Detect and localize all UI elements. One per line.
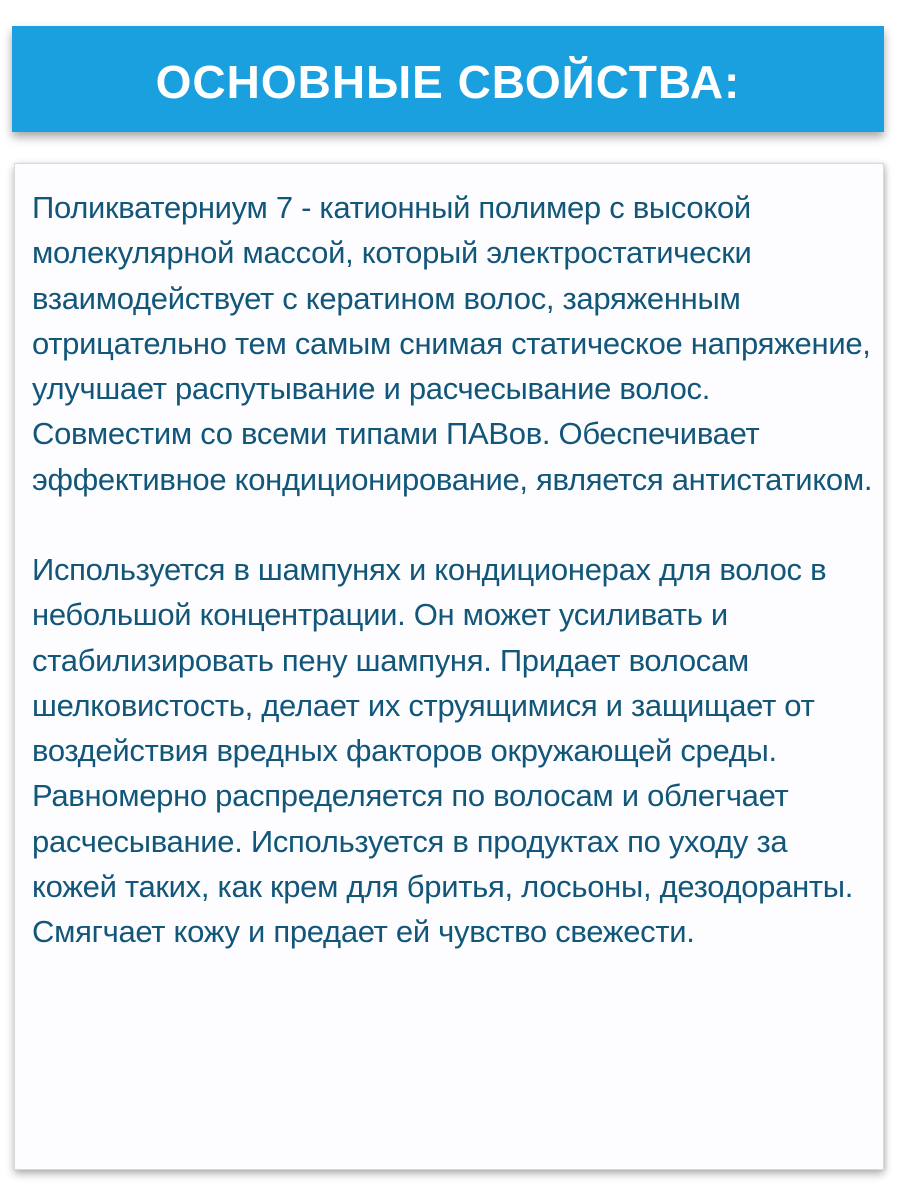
description-paragraph: Поликватерниум 7 - катионный полимер с высокой молекулярной массой, который электростатически взаимодействует с кератином волос, заряженным отрицательно тем самым снимая статическое напряжение, улучшает распутывание и расчесывание волос. Совместим со всеми типами ПАВов. Обеспечивает эффективное кондиционирование, является антистатиком. bbox=[32, 190, 873, 497]
usage-paragraph: Используется в шампунях и кондиционерах для волос в небольшой концентрации. Он может усиливать и стабилизировать пену шампуня. Придает волосам шелковистость, делает их струящимися и защищает от воздействия вредных факторов окружающей среды. Равномерно распределяется по волосам и облегчает расчесывание. Используется в продуктах по уходу за кожей таких, как крем для бритья, лосьоны, дезодоранты. Смягчает кожу и предает ей чувство свежести. bbox=[32, 552, 854, 950]
page-title: ОСНОВНЫЕ СВОЙСТВА: bbox=[155, 56, 741, 108]
content-card bbox=[14, 163, 884, 1170]
header-banner bbox=[12, 26, 884, 132]
